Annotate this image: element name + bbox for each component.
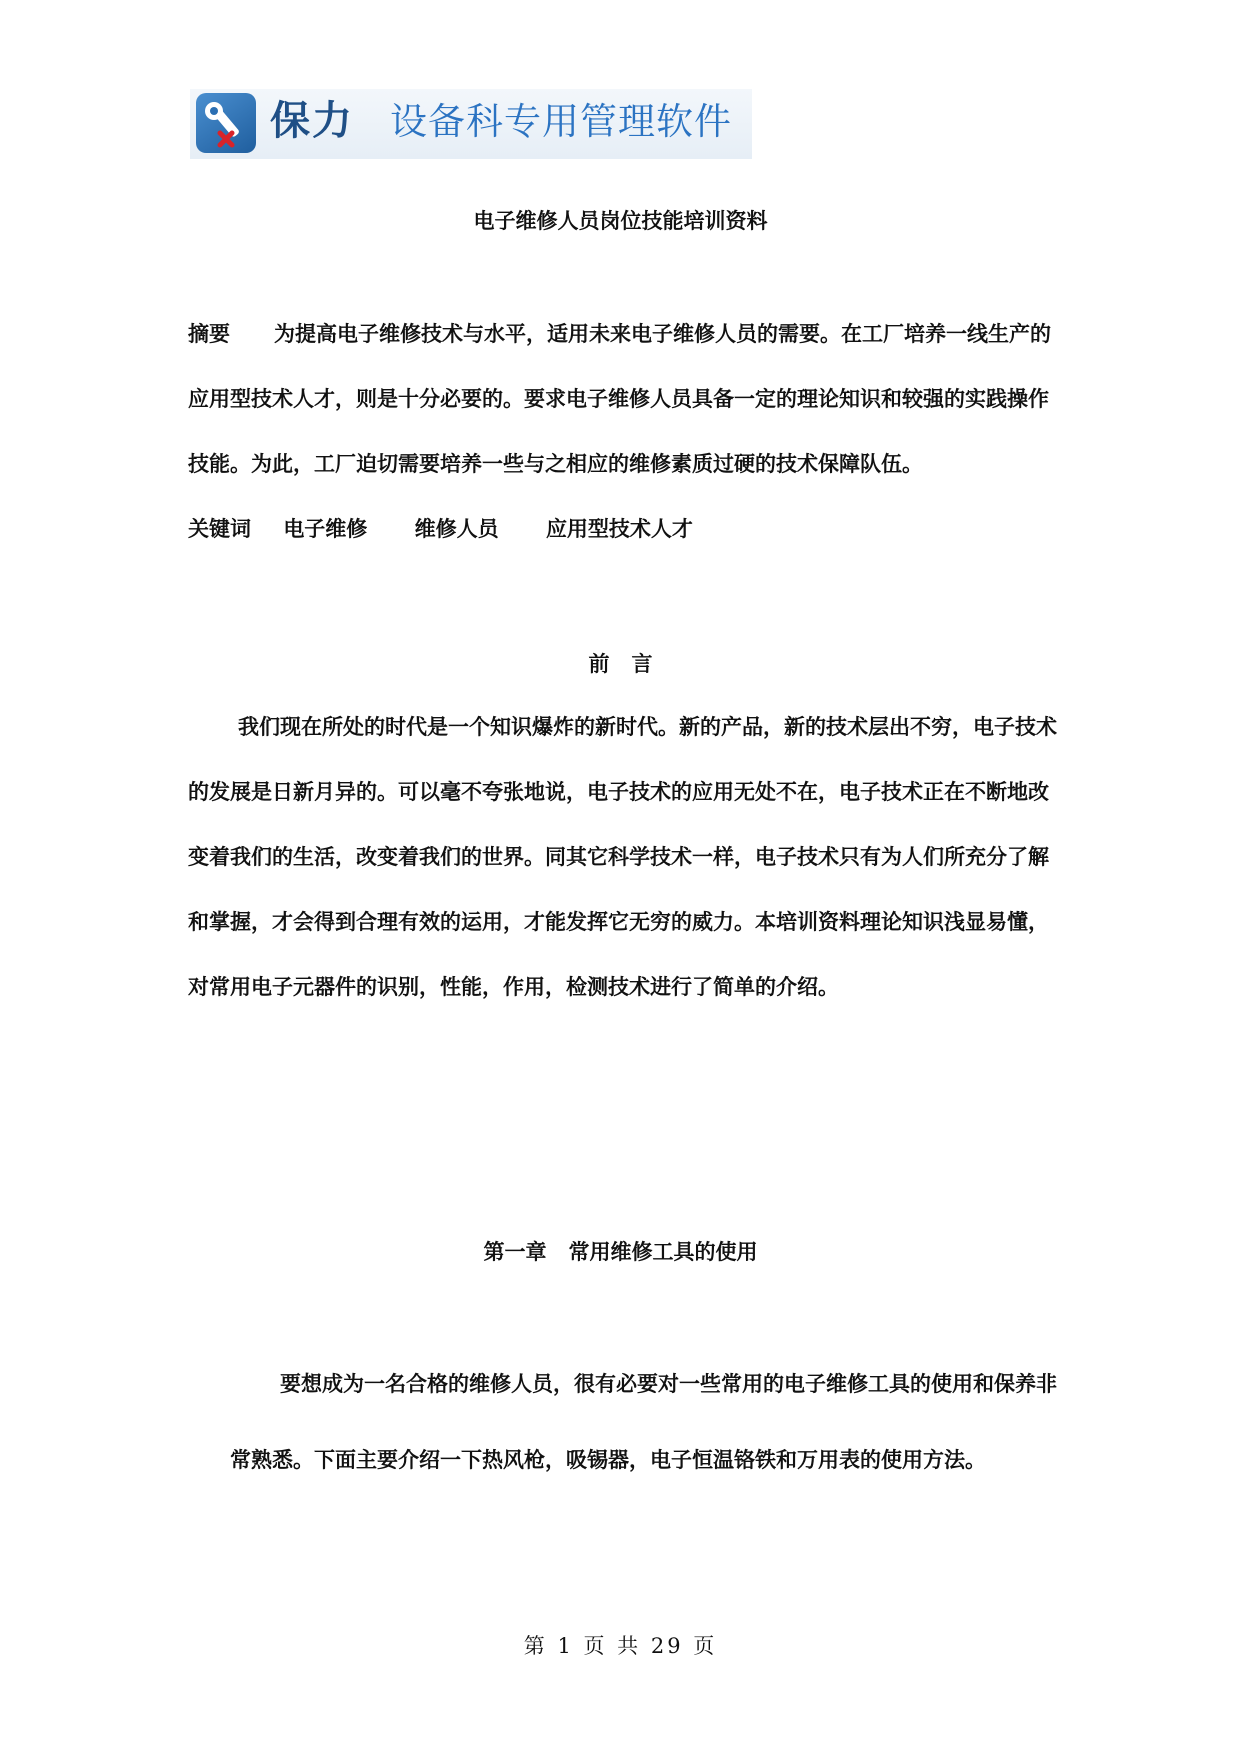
document-title: 电子维修人员岗位技能培训资料	[473, 209, 768, 233]
chapter-intro-paragraph: 要想成为一名合格的维修人员，很有必要对一些常用的电子维修工具的使用和保养非常熟悉。下面主要介绍一下热风枪，吸锡器，电子恒温铬铁和万用表的使用方法。	[230, 1372, 1057, 1472]
chapter-title: 常用维修工具的使用	[568, 1240, 758, 1264]
chapter-label: 第一章	[483, 1240, 547, 1264]
abstract-text: 为提高电子维修技术与水平，适用未来电子维修人员的需要。在工厂培养一线生产的应用型技术人才，则是十分必要的。要求电子维修人员具备一定的理论知识和较强的实践操作技能。为此，工厂迫切需要培养一些与之相应的维修素质过硬的技术保障队伍。	[188, 322, 1051, 476]
chapter-heading	[0, 1238, 1241, 1266]
logo-subtitle: 设备科专用管理软件	[390, 100, 732, 143]
keyword-item: 应用型技术人才	[545, 517, 693, 541]
page-number: 第 1 页 共 29 页	[523, 1634, 718, 1658]
logo-banner	[190, 89, 752, 159]
wrench-cross-icon	[196, 93, 256, 153]
abstract-paragraph	[188, 302, 1058, 497]
abstract-label: 摘要	[188, 322, 230, 346]
preface-heading: 前言	[588, 652, 675, 676]
keywords-label: 关键词	[188, 517, 251, 541]
logo-brand: 保力	[270, 98, 354, 144]
keyword-item: 电子维修	[283, 517, 368, 541]
preface-paragraph: 我们现在所处的时代是一个知识爆炸的新时代。新的产品，新的技术层出不穷，电子技术的发展是日新月异的。可以毫不夸张地说，电子技术的应用无处不在，电子技术正在不断地改变着我们的生活，改变着我们的世界。同其它科学技术一样，电子技术只有为人们所充分了解和掌握，才会得到合理有效的运用，才能发挥它无穷的威力。本培训资料理论知识浅显易懂，对常用电子元器件的识别，性能，作用，检测技术进行了简单的介绍。	[188, 715, 1057, 999]
keywords-line	[188, 515, 733, 543]
keyword-item: 维修人员	[414, 517, 499, 541]
